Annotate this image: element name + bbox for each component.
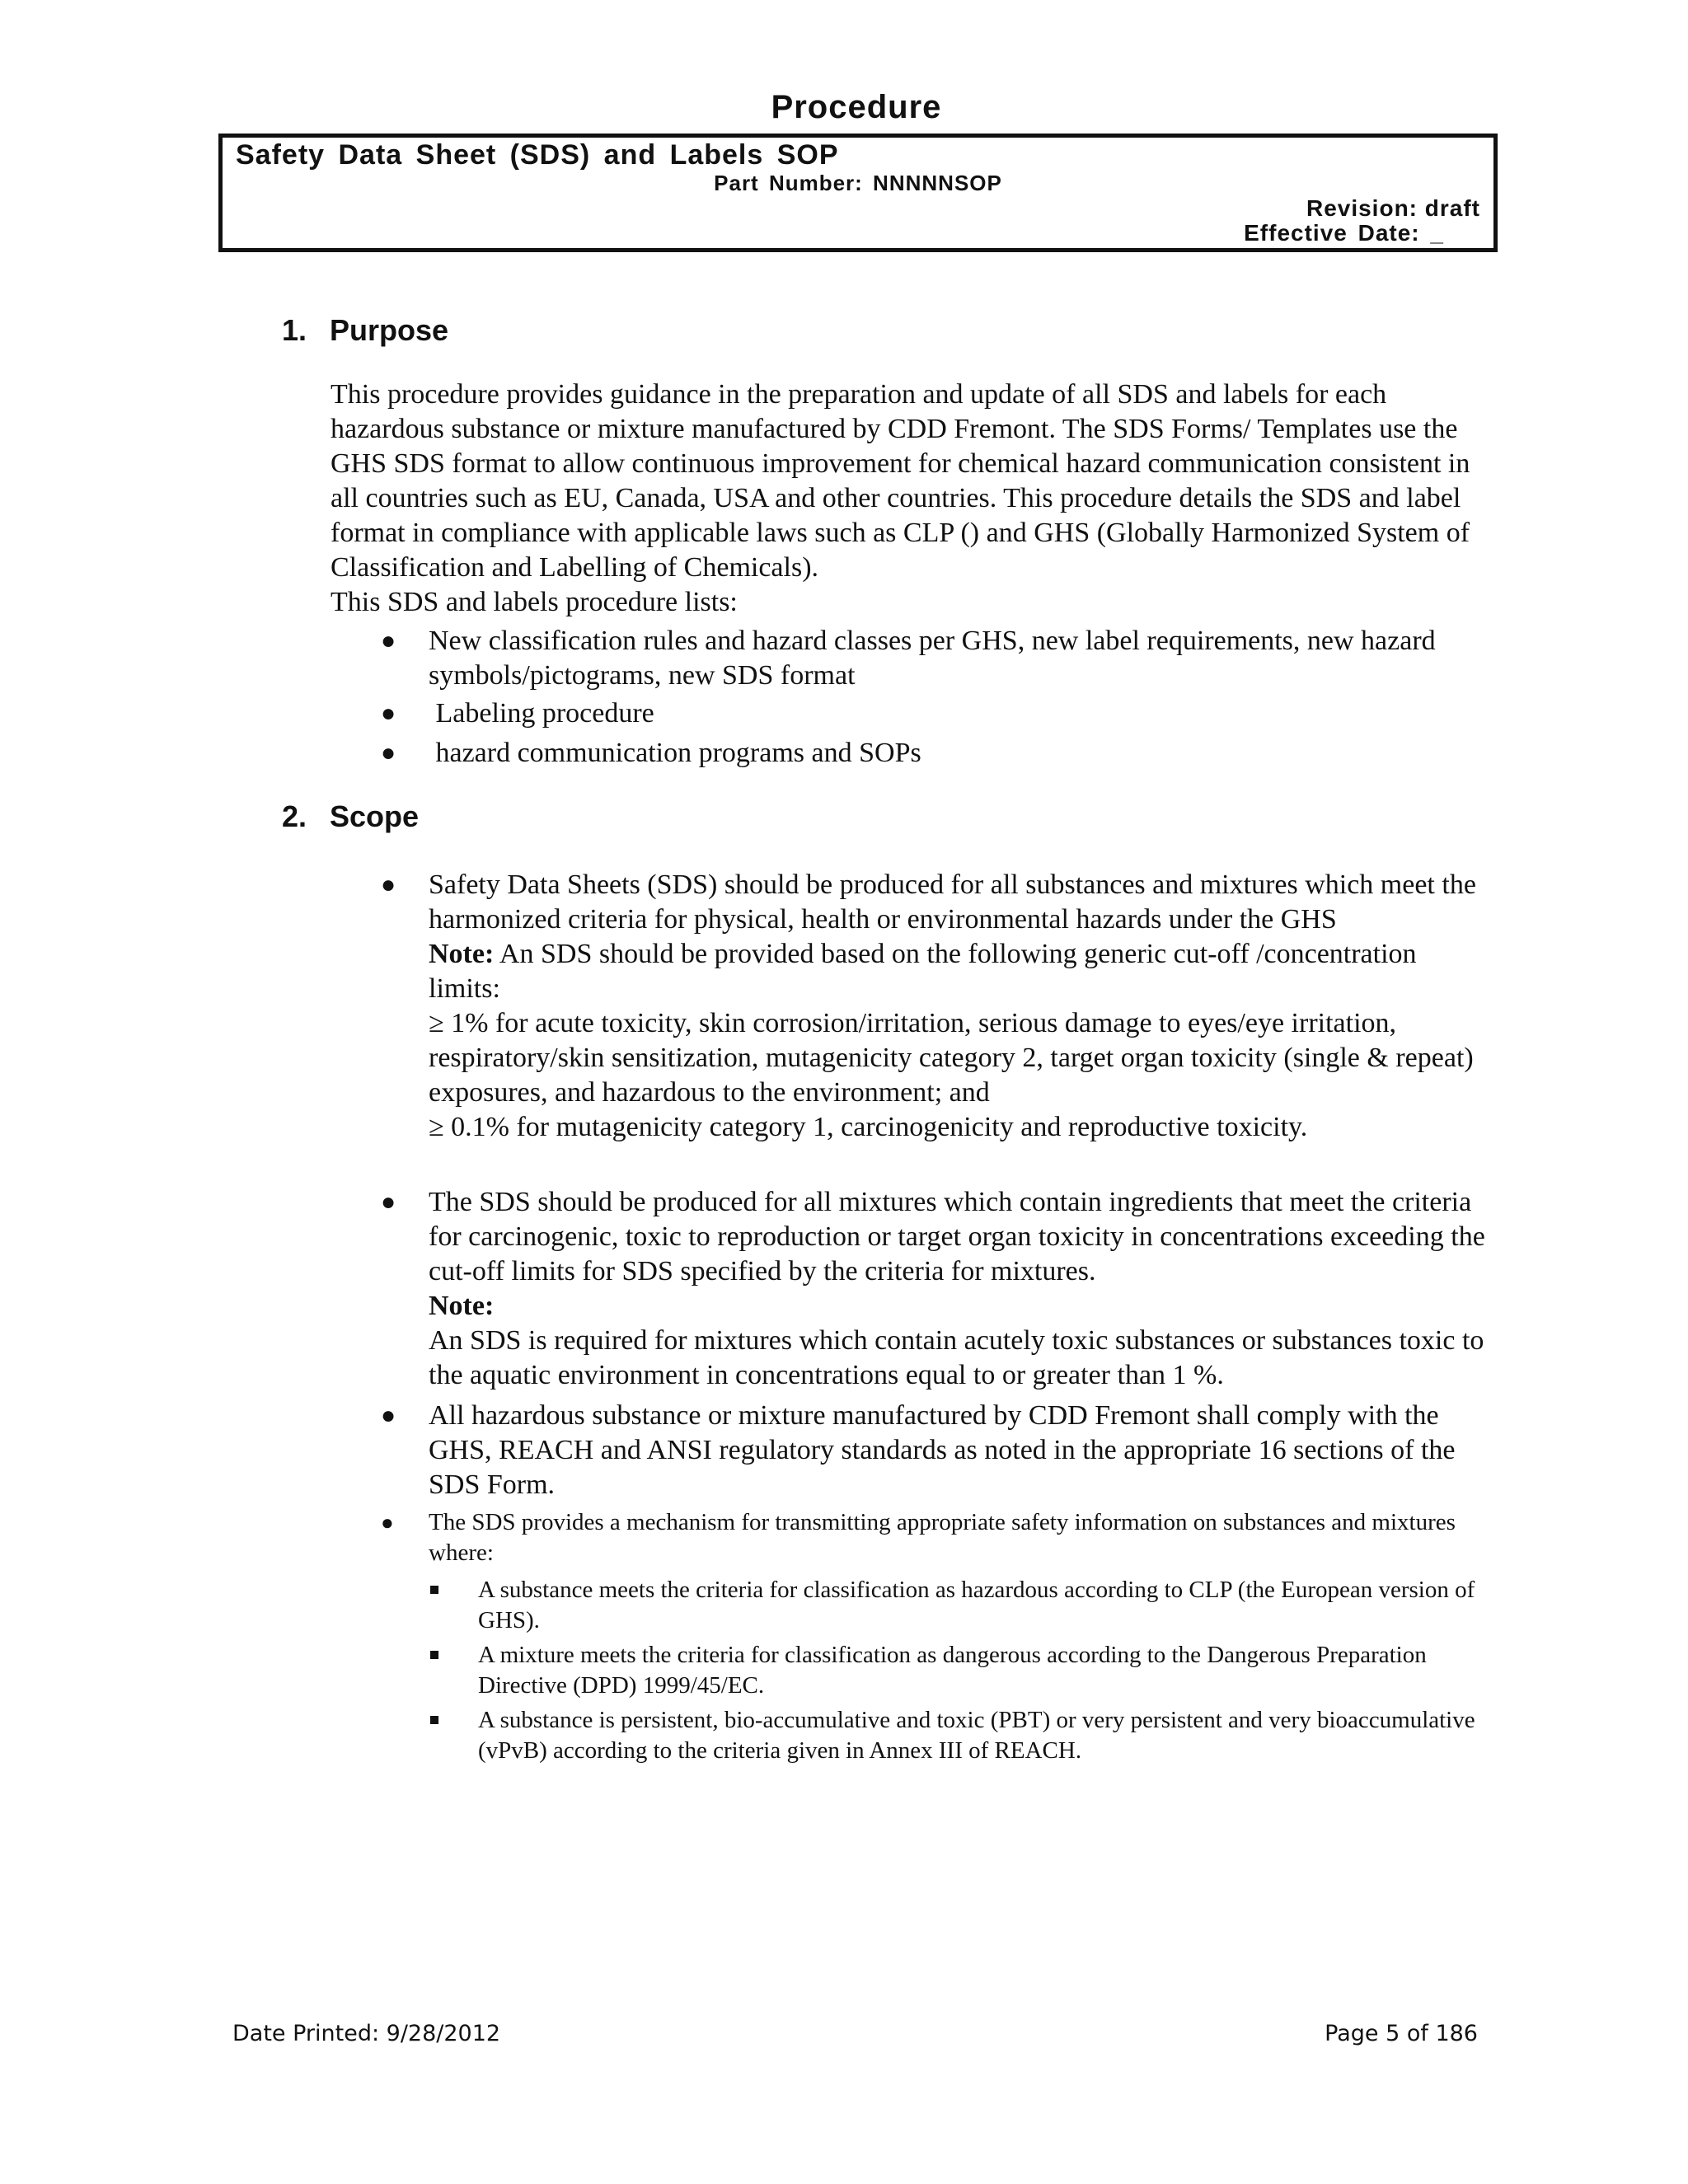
revision: Revision: draft <box>1306 195 1480 221</box>
bullet-icon: ● <box>381 627 396 654</box>
list-item-text: All hazardous substance or mixture manufactured by CDD Fremont shall comply with the GHS, REACH and ANSI regulatory standards as noted in the appropriate 16 sections of the SDS Form. <box>429 1400 1456 1500</box>
list-item-text: Labeling procedure <box>429 698 654 729</box>
bullet-icon: ● <box>381 871 396 898</box>
footer-date-printed: Date Printed: 9/28/2012 <box>232 2021 501 2046</box>
list-item-text: The SDS provides a mechanism for transmitting appropriate safety information on substances and mixtures where: <box>429 1509 1456 1566</box>
list-item-text <box>429 868 1492 1145</box>
section-title: Scope <box>330 799 420 833</box>
section-number: 2. <box>282 799 307 833</box>
document-title: Safety Data Sheet (SDS) and Labels SOP <box>236 139 839 171</box>
footer-page-number: Page 5 of 186 <box>1325 2021 1478 2046</box>
effective-date: Effective Date: _ <box>1244 220 1444 246</box>
square-bullet-icon <box>430 1586 438 1594</box>
sub-list-item-text: A substance meets the criteria for classification as hazardous according to CLP (the European version of GHS). <box>478 1577 1475 1633</box>
bullet-icon: ● <box>381 739 396 766</box>
purpose-paragraph: This procedure provides guidance in the preparation and update of all SDS and labels for each hazardous substance or mixture manufactured by CDD Fremont. The SDS Forms/ Templates use the GHS SDS format to allow continuous improvement for chemical hazard communication consistent in all countries such as EU, Canada, USA and other countries. This procedure details the SDS and label format in compliance with applicable laws such as CLP () and GHS (Globally Harmonized System of Classification and Labelling of Chemicals). <box>331 379 1470 583</box>
cutoff-limit: ≥ 0.1% for mutagenicity category 1, carcinogenicity and reproductive toxicity. <box>429 1112 1308 1142</box>
scope-bullet-text: Safety Data Sheets (SDS) should be produced for all substances and mixtures which meet the harmonized criteria for physical, health or environmental hazards under the GHS <box>429 869 1476 935</box>
list-item-text: hazard communication programs and SOPs <box>429 738 921 768</box>
list-item-text <box>429 1185 1492 1393</box>
document-header-box <box>218 134 1498 252</box>
note-label: Note: <box>429 939 495 969</box>
section-number: 1. <box>282 313 307 347</box>
bullet-icon: ● <box>381 700 396 727</box>
bullet-icon: ● <box>381 1188 396 1216</box>
note <box>429 937 1492 1006</box>
note-text: An SDS should be provided based on the following generic cut-off /concentration limits: <box>429 939 1417 1004</box>
list-item-text: New classification rules and hazard classes per GHS, new label requirements, new hazard symbols/pictograms, new SDS format <box>429 626 1436 691</box>
square-bullet-icon <box>430 1716 438 1724</box>
cutoff-limit: ≥ 1% for acute toxicity, skin corrosion/irritation, serious damage to eyes/eye irritation, respiratory/skin sensitization, mutagenicity category 2, target organ toxicity (single & repeat) exposures, and hazardous to the environment; and <box>429 1008 1474 1108</box>
page-title: Procedure <box>771 89 942 125</box>
scope-bullet-text: The SDS should be produced for all mixtures which contain ingredients that meet the criteria for carcinogenic, toxic to reproduction or target organ toxicity in concentrations exceeding the cut-off limits for SDS specified by the criteria for mixtures. <box>429 1187 1485 1286</box>
bullet-icon: ● <box>381 1511 394 1535</box>
bullet-icon: ● <box>381 1402 396 1429</box>
square-bullet-icon <box>430 1651 438 1659</box>
part-number: Part Number: NNNNNSOP <box>714 171 1002 195</box>
purpose-list-intro: This SDS and labels procedure lists: <box>331 587 738 617</box>
note <box>429 1289 1492 1324</box>
sub-list-item-text: A substance is persistent, bio-accumulative and toxic (PBT) or very persistent and very bioaccumulative (vPvB) according to the criteria given in Annex III of REACH. <box>478 1707 1475 1764</box>
note-text: An SDS is required for mixtures which contain acutely toxic substances or substances toxic to the aquatic environment in concentrations equal to or greater than 1 %. <box>429 1325 1484 1390</box>
note-label: Note: <box>429 1291 495 1321</box>
section-title: Purpose <box>330 313 449 347</box>
sub-list-item-text: A mixture meets the criteria for classification as dangerous according to the Dangerous Preparation Directive (DPD) 1999/45/EC. <box>478 1642 1427 1699</box>
